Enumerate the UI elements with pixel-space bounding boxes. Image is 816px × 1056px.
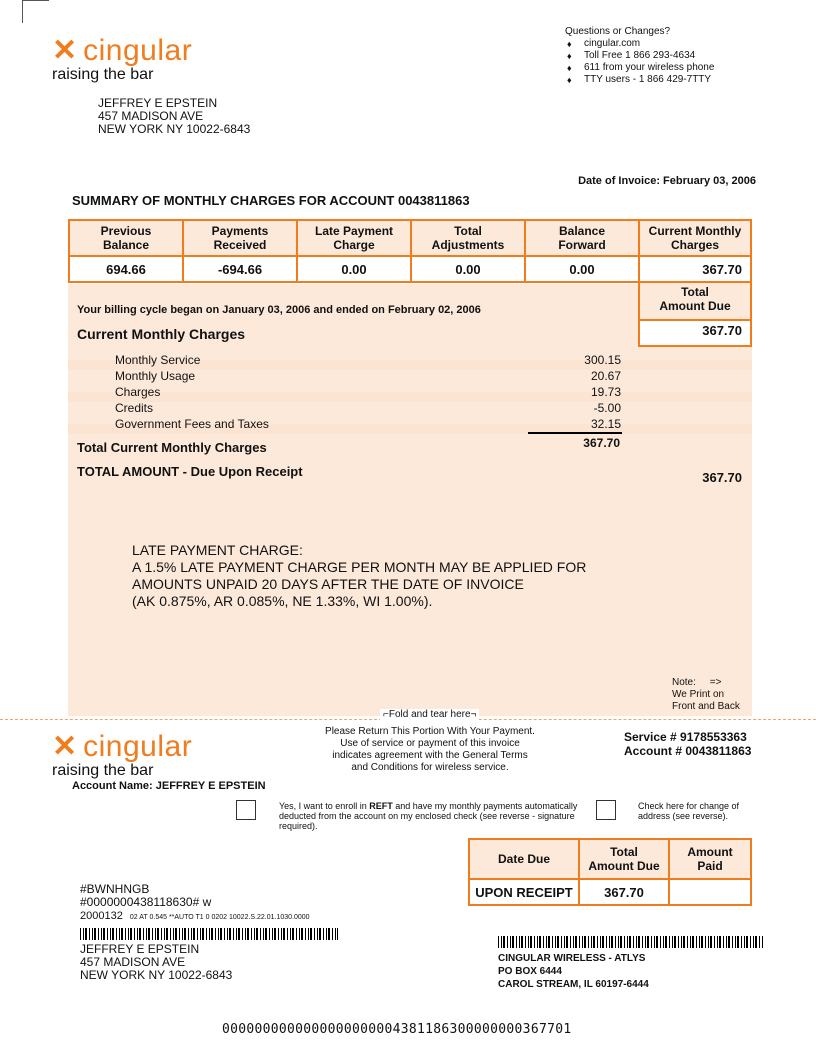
contact-item: ♦ Toll Free 1 866 293-4634: [565, 50, 714, 62]
registration-corner-mark: [22, 0, 49, 23]
reft-text-post: and have my monthly payments automatically deducted from the account on my enclosed check (see reverse - signature required).: [279, 801, 578, 831]
payment-table: [468, 838, 752, 906]
summary-header: Total Adjustments: [411, 220, 525, 256]
total-amount-value: 367.70: [702, 470, 742, 485]
customer-address: [98, 97, 250, 136]
summary-table: [68, 219, 752, 283]
line-item-label: Credits: [115, 401, 154, 415]
mail-code-line: [80, 910, 310, 922]
fold-right-icon: ¬: [470, 709, 477, 720]
service-account-block: [624, 730, 751, 758]
amount-paid-field[interactable]: [669, 879, 751, 905]
billing-cycle: Your billing cycle began on January 03, 2006 and ended on February 02, 2006: [77, 304, 481, 316]
line-item-amount: 20.67: [590, 369, 621, 383]
mail-code: #BWNHNGB: [80, 882, 150, 896]
reft-checkbox[interactable]: [236, 800, 256, 820]
address-line: JEFFREY E EPSTEIN: [98, 96, 218, 110]
note-line: We Print on: [672, 689, 725, 700]
remit-line: CAROL STREAM, IL 60197-6444: [498, 979, 649, 990]
pay-total-due: 367.70: [579, 879, 669, 905]
notice-line: AMOUNTS UNPAID 20 DAYS AFTER THE DATE OF INVOICE: [132, 576, 524, 592]
summary-header: Balance Forward: [525, 220, 639, 256]
line-item-amount: 300.15: [584, 353, 621, 367]
line-item-label: Monthly Service: [115, 353, 201, 367]
cingular-x-icon: ✕: [52, 730, 78, 763]
reft-text-pre: Yes, I want to enroll in: [279, 801, 370, 811]
address-line: NEW YORK NY 10022-6843: [80, 968, 233, 982]
return-line: and Conditions for wireless service.: [351, 762, 509, 773]
charges-panel: [68, 284, 752, 716]
address-line: 457 MADISON AVE: [80, 955, 186, 969]
remit-address: [498, 952, 649, 991]
address-line: JEFFREY E EPSTEIN: [80, 942, 200, 956]
service-number: Service # 9178553363: [624, 730, 747, 744]
pay-date-due: UPON RECEIPT: [469, 879, 579, 905]
mail-codes: [80, 883, 211, 909]
subtotal-rule: [528, 432, 622, 434]
summary-header: Late Payment Charge: [297, 220, 411, 256]
notice-line: A 1.5% LATE PAYMENT CHARGE PER MONTH MAY BE APPLIED FOR: [132, 559, 587, 575]
line-item-amount: 32.15: [590, 417, 621, 431]
line-item: [115, 400, 621, 416]
address-line: 457 MADISON AVE: [98, 109, 204, 123]
total-current-value: 367.70: [583, 436, 620, 450]
return-line: indicates agreement with the General Terms: [332, 750, 528, 761]
line-item-amount: 19.73: [590, 385, 621, 399]
total-amount-label: TOTAL AMOUNT - Due Upon Receipt: [77, 464, 303, 479]
contact-info: [565, 26, 714, 86]
cingular-logo: [52, 36, 192, 84]
line-item: [115, 352, 621, 368]
cingular-x-icon: ✕: [52, 34, 78, 67]
fold-text: Fold and tear here: [388, 709, 471, 720]
mail-code: #0000000438118630# w: [80, 895, 212, 909]
pay-header: Date Due: [469, 839, 579, 879]
cingular-logo-bottom: [52, 732, 192, 780]
line-item: [115, 368, 621, 384]
remit-line: CINGULAR WIRELESS - ATLYS: [498, 953, 646, 964]
late-payment-notice: [132, 542, 586, 610]
account-number: Account # 0043811863: [624, 744, 752, 758]
brand-name: cingular: [83, 34, 193, 67]
line-item-label: Monthly Usage: [115, 369, 196, 383]
address-change-checkbox[interactable]: [596, 800, 616, 820]
line-item-amount: -5.00: [593, 401, 621, 415]
line-item: [115, 384, 621, 400]
summary-value: -694.66: [183, 256, 297, 282]
contact-item: ♦ TTY users - 1 866 429-7TTY: [565, 74, 714, 86]
summary-title: SUMMARY OF MONTHLY CHARGES FOR ACCOUNT 0043811863: [72, 193, 470, 208]
customer-address-bottom: [80, 943, 232, 982]
ocr-scanline: 0000000000000000000004381186300000000367701: [222, 1022, 572, 1037]
pay-header: Total Amount Due: [579, 839, 669, 879]
contact-item: ♦ 611 from your wireless phone: [565, 62, 714, 74]
mail-code-small: 02 AT 0.545 **AUTO T1 0 0202 10022.S.22.01.1030.0000: [129, 914, 310, 921]
summary-value: 367.70: [639, 256, 751, 282]
brand-tagline: raising the bar: [52, 762, 154, 779]
summary-header: Current Monthly Charges: [639, 220, 751, 256]
total-current-label: Total Current Monthly Charges: [77, 440, 267, 455]
summary-value: 0.00: [525, 256, 639, 282]
contact-title: Questions or Changes?: [565, 26, 671, 37]
remit-barcode: [498, 936, 763, 948]
return-notice: [300, 726, 560, 774]
fold-label: [380, 709, 479, 720]
notice-line: (AK 0.875%, AR 0.085%, NE 1.33%, WI 1.00%).: [132, 593, 433, 609]
reft-bold: REFT: [369, 801, 393, 811]
summary-header: Payments Received: [183, 220, 297, 256]
account-name: Account Name: JEFFREY E EPSTEIN: [72, 780, 266, 792]
summary-value: 0.00: [411, 256, 525, 282]
invoice-date: Date of Invoice: February 03, 2006: [578, 175, 756, 187]
reft-text: [279, 801, 579, 831]
line-item: [115, 416, 621, 432]
summary-header: Previous Balance: [69, 220, 183, 256]
notice-line: LATE PAYMENT CHARGE:: [132, 542, 303, 558]
line-item-label: Charges: [115, 385, 161, 399]
brand-tagline: raising the bar: [52, 66, 154, 83]
line-items: [115, 352, 621, 432]
return-line: Please Return This Portion With Your Payment.: [325, 726, 535, 737]
brand-name: cingular: [83, 730, 193, 763]
total-amount-due-header: Total Amount Due: [638, 281, 752, 323]
postal-barcode: [80, 928, 338, 940]
contact-item: ♦ cingular.com: [565, 38, 714, 50]
summary-value: 694.66: [69, 256, 183, 282]
line-item-label: Government Fees and Taxes: [115, 417, 269, 431]
address-line: NEW YORK NY 10022-6843: [98, 122, 251, 136]
note-line: Note: =>: [672, 677, 722, 688]
mail-code-big: 2000132: [80, 910, 123, 922]
pay-header: Amount Paid: [669, 839, 751, 879]
note-line: Front and Back: [672, 701, 740, 712]
address-change-text: Check here for change of address (see reverse).: [638, 801, 740, 821]
print-note: [672, 677, 740, 713]
summary-value: 0.00: [297, 256, 411, 282]
total-amount-due-box: [638, 319, 752, 347]
current-charges-heading: Current Monthly Charges: [77, 326, 246, 342]
remit-line: PO BOX 6444: [498, 966, 562, 977]
fold-left-icon: ⌐: [383, 709, 389, 720]
total-amount-due-value: 367.70: [702, 323, 742, 338]
return-line: Use of service or payment of this invoice: [340, 738, 520, 749]
